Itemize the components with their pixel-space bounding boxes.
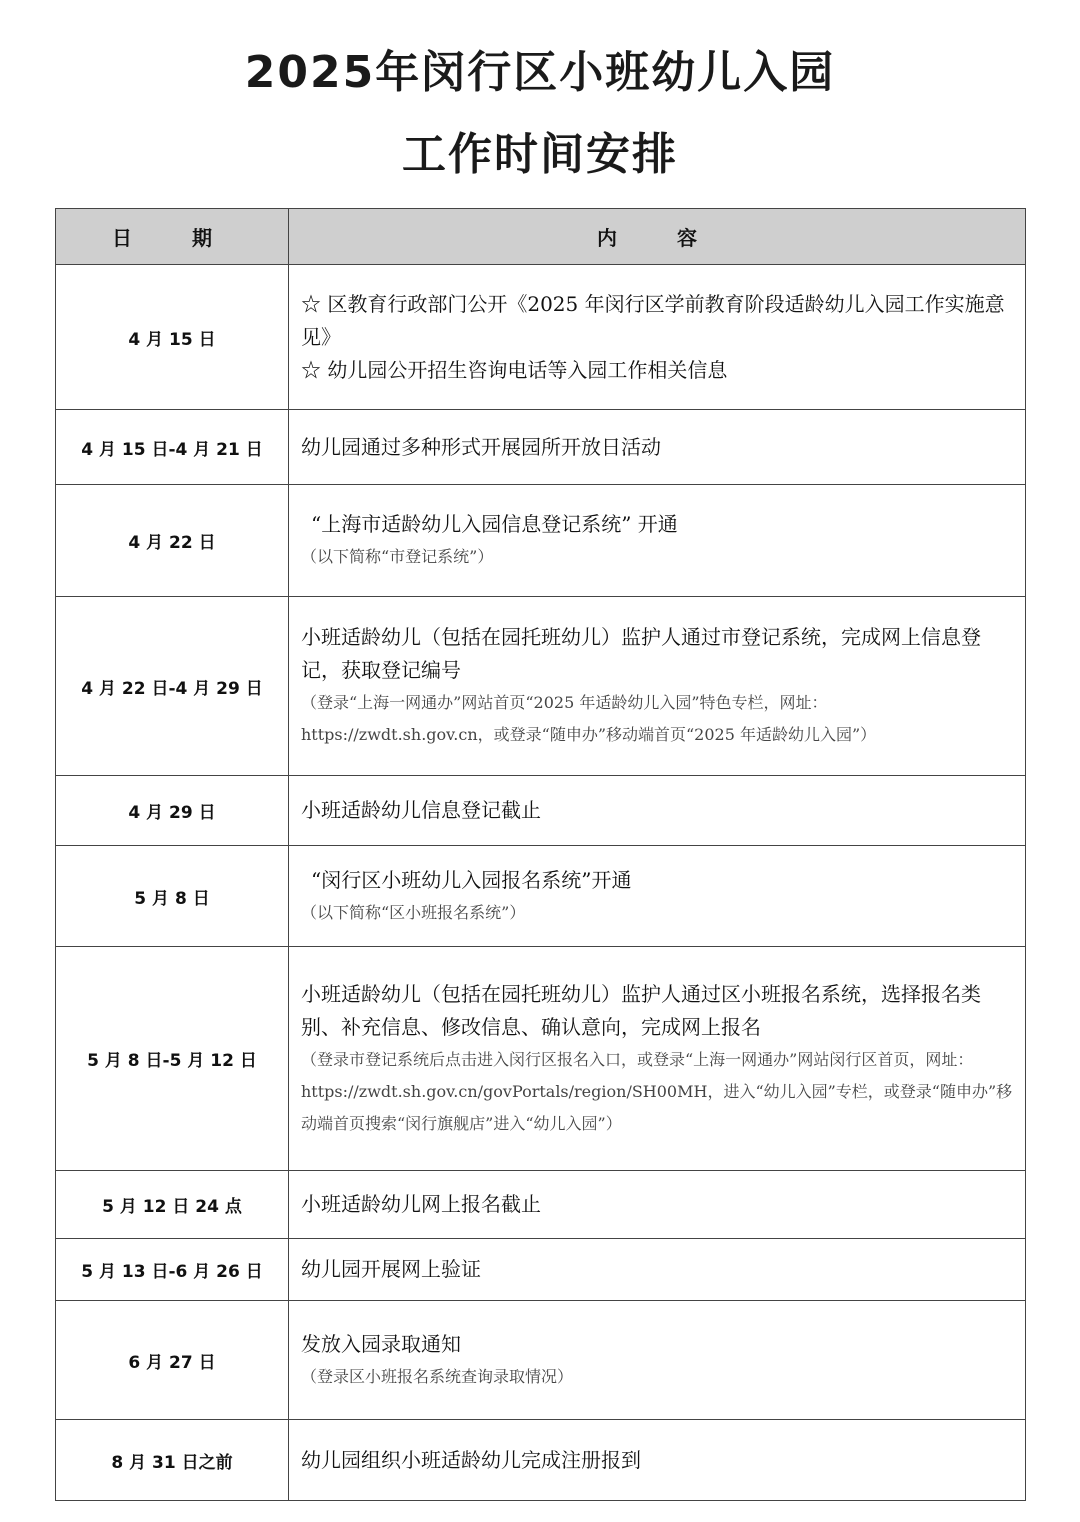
content-line: “上海市适龄幼儿入园信息登记系统” 开通 bbox=[311, 512, 678, 536]
table-row bbox=[56, 1420, 1026, 1501]
content-line: 发放入园录取通知 bbox=[301, 1331, 461, 1356]
header-row bbox=[56, 209, 1026, 265]
content-cell bbox=[289, 1301, 1026, 1420]
content-cell bbox=[289, 485, 1026, 597]
table-row bbox=[56, 947, 1026, 1171]
table-row bbox=[56, 1239, 1026, 1301]
header-content: 内 容 bbox=[289, 209, 1026, 265]
content-line: 小班适龄幼儿信息登记截止 bbox=[301, 798, 541, 822]
table-row bbox=[56, 597, 1026, 776]
content-line: 小班适龄幼儿（包括在园托班幼儿）监护人通过市登记系统，完成网上信息登记，获取登记编号 bbox=[301, 625, 981, 682]
content-cell bbox=[289, 846, 1026, 947]
date-cell: 6 月 27 日 bbox=[56, 1301, 289, 1420]
table-row bbox=[56, 776, 1026, 846]
content-line: 小班适龄幼儿（包括在园托班幼儿）监护人通过区小班报名系统，选择报名类别、补充信息、修改信息、确认意向，完成网上报名 bbox=[301, 981, 981, 1039]
content-line: 小班适龄幼儿网上报名截止 bbox=[301, 1192, 541, 1216]
table-row bbox=[56, 485, 1026, 597]
table-row bbox=[56, 846, 1026, 947]
content-cell bbox=[289, 947, 1026, 1171]
date-cell: 5 月 13 日-6 月 26 日 bbox=[56, 1239, 289, 1301]
content-line: ☆ 幼儿园公开招生咨询电话等入园工作相关信息 bbox=[301, 357, 728, 382]
content-line: 幼儿园通过多种形式开展园所开放日活动 bbox=[301, 434, 661, 459]
date-cell: 5 月 8 日-5 月 12 日 bbox=[56, 947, 289, 1171]
date-cell: 4 月 15 日-4 月 21 日 bbox=[56, 410, 289, 485]
date-cell: 4 月 29 日 bbox=[56, 776, 289, 846]
date-cell: 5 月 8 日 bbox=[56, 846, 289, 947]
date-cell: 5 月 12 日 24 点 bbox=[56, 1171, 289, 1239]
content-note: （以下简称“市登记系统”） bbox=[301, 547, 494, 566]
content-cell bbox=[289, 265, 1026, 410]
table-row bbox=[56, 1301, 1026, 1420]
date-cell: 8 月 31 日之前 bbox=[56, 1420, 289, 1501]
content-cell bbox=[289, 1171, 1026, 1239]
schedule-table bbox=[55, 208, 1026, 1501]
content-cell bbox=[289, 1420, 1026, 1501]
page-title: 2025年闵行区小班幼儿入园 bbox=[244, 47, 836, 98]
date-cell: 4 月 22 日 bbox=[56, 485, 289, 597]
content-line: “闵行区小班幼儿入园报名系统”开通 bbox=[311, 867, 632, 892]
content-note: （登录“上海一网通办”网站首页“2025 年适龄幼儿入园”特色专栏，网址：https://zwdt.sh.gov.cn，或登录“随申办”移动端首页“2025 年适龄幼儿入园”） bbox=[301, 693, 877, 744]
content-cell bbox=[289, 410, 1026, 485]
content-cell bbox=[289, 597, 1026, 776]
header-date: 日 期 bbox=[56, 209, 289, 265]
content-cell bbox=[289, 776, 1026, 846]
date-cell: 4 月 22 日-4 月 29 日 bbox=[56, 597, 289, 776]
content-cell bbox=[289, 1239, 1026, 1301]
content-line: 幼儿园开展网上验证 bbox=[301, 1257, 481, 1281]
page-subtitle: 工作时间安排 bbox=[402, 129, 678, 180]
content-note: （登录市登记系统后点击进入闵行区报名入口，或登录“上海一网通办”网站闵行区首页，网址：https://zwdt.sh.gov.cn/govPortals/region/SH00MH，进入“幼儿入园”专栏，或登录“随申办”移动端首页搜索“闵行旗舰店”进入“幼儿入园”） bbox=[301, 1049, 1013, 1133]
date-cell: 4 月 15 日 bbox=[56, 265, 289, 410]
content-note: （登录区小班报名系统查询录取情况） bbox=[301, 1366, 574, 1386]
table-row bbox=[56, 410, 1026, 485]
table-row bbox=[56, 1171, 1026, 1239]
content-note: （以下简称“区小班报名系统”） bbox=[301, 902, 526, 922]
table-row bbox=[56, 265, 1026, 410]
content-line: 幼儿园组织小班适龄幼儿完成注册报到 bbox=[301, 1447, 641, 1472]
content-line: ☆ 区教育行政部门公开《2025 年闵行区学前教育阶段适龄幼儿入园工作实施意见》 bbox=[301, 291, 1005, 349]
